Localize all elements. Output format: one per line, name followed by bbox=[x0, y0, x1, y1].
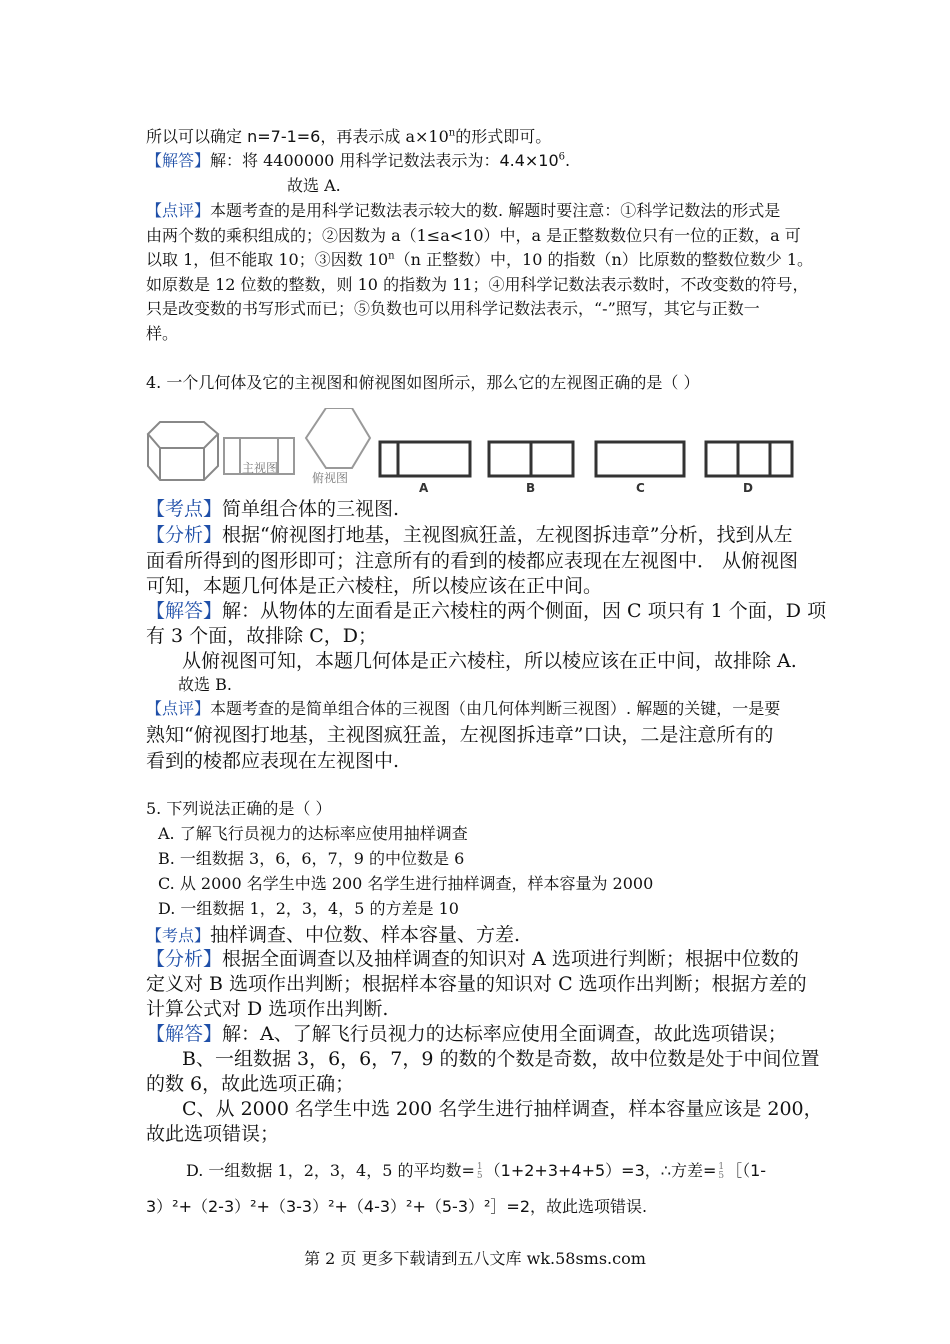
q4-jieda-1: 【解答】解：从物体的左面看是正六棱柱的两个侧面，因 C 项只有 1 个面，D 项 bbox=[146, 600, 827, 622]
solid-hexprism bbox=[148, 422, 218, 480]
q4-review-3: 看到的棱都应表现在左视图中. bbox=[146, 750, 400, 772]
q5-jieda-3: 的数 6，故此选项正确； bbox=[146, 1073, 355, 1095]
page-footer: 第 2 页 更多下载请到五八文库 wk.58sms.com bbox=[304, 1249, 646, 1268]
q4-review-2: 熟知“俯视图打地基，主视图疯狂盖，左视图拆违章”口诀，二是注意所有的 bbox=[146, 724, 774, 746]
prev-review-2: 由两个数的乘积组成的；②因数为 a（1≤a<10）中，a 是正整数数位只有一位的正数，a 可 bbox=[146, 226, 801, 245]
q4-figure bbox=[146, 408, 796, 494]
q5-question: 5. 下列说法正确的是（ ） bbox=[146, 799, 332, 818]
q4-fenxi-1: 【分析】根据“俯视图打地基，主视图疯狂盖，左视图拆违章”分析，找到从左 bbox=[146, 524, 793, 546]
q5-option-a: A. 了解飞行员视力的达标率应使用抽样调查 bbox=[158, 824, 468, 843]
prev-line-1: 所以可以确定 n=7-1=6，再表示成 $a\times 10^n$的形式即可。 bbox=[146, 127, 552, 146]
fraction-one-fifth: 1 5 bbox=[476, 1161, 483, 1181]
prev-review-6: 样。 bbox=[146, 324, 179, 343]
q5-kaodian: 【考点】抽样调查、中位数、样本容量、方差. bbox=[146, 924, 521, 946]
option-a-shape bbox=[380, 442, 470, 476]
prev-review-1: 【点评】本题考查的是用科学记数法表示较大的数. 解题时要注意：①科学记数法的形式是 bbox=[146, 201, 781, 220]
option-c-label: C bbox=[636, 481, 645, 494]
q5-jieda-2: B、一组数据 3，6，6，7，9 的数的个数是奇数，故中位数是处于中间位置 bbox=[182, 1048, 820, 1070]
q4-review-1: 【点评】本题考查的是简单组合体的三视图（由几何体判断三视图）. 解题的关键，一是要 bbox=[146, 699, 781, 718]
prev-review-4: 如原数是 12 位数的整数，则 10 的指数为 11；④用科学记数法表示数时，不改变数的符号， bbox=[146, 275, 809, 294]
front-view-label: 主视图 bbox=[242, 461, 279, 475]
q5-option-d: D. 一组数据 1，2，3，4，5 的方差是 10 bbox=[158, 899, 459, 918]
q4-fenxi-2: 面看所得到的图形即可；注意所有的看到的棱都应表现在左视图中． 从俯视图 bbox=[146, 550, 799, 572]
q5-jieda-5: 故此选项错误； bbox=[146, 1123, 280, 1145]
option-d-label: D bbox=[743, 481, 753, 494]
prev-choose: 故选 A. bbox=[287, 176, 341, 195]
top-view bbox=[306, 408, 370, 468]
q5-fenxi-1: 【分析】根据全面调查以及抽样调查的知识对 A 选项进行判断；根据中位数的 bbox=[146, 948, 799, 970]
prev-answer: 【解答】解：将 4400000 用科学记数法表示为：$4.4\times 10^6$. bbox=[146, 151, 571, 170]
option-b-label: B bbox=[526, 481, 536, 494]
q5-fenxi-2: 定义对 B 选项作出判断；根据样本容量的知识对 C 选项作出判断；根据方差的 bbox=[146, 973, 807, 995]
q5-jieda-4: C、从 2000 名学生中选 200 名学生进行抽样调查，样本容量应该是 200， bbox=[182, 1098, 823, 1120]
prev-review-5: 只是改变数的书写形式而已；⑤负数也可以用科学记数法表示，“-”照写，其它与正数一 bbox=[146, 299, 760, 318]
option-d-shape bbox=[706, 442, 792, 476]
fraction-one-fifth-2: 1 5 bbox=[718, 1161, 725, 1181]
q4-kaodian: 【考点】简单组合体的三视图. bbox=[146, 498, 400, 520]
q4-jieda-2: 有 3 个面，故排除 C，D； bbox=[146, 625, 377, 647]
q5-d-line-1: D. 一组数据 1，2，3，4，5 的平均数= 1 5 （1+2+3+4+5）=3，∴方差= 1 5 ［（1- bbox=[186, 1161, 767, 1181]
top-view-label: 俯视图 bbox=[312, 471, 349, 485]
q4-fenxi-3: 可知，本题几何体是正六棱柱，所以棱应该在正中间。 bbox=[146, 575, 603, 597]
q5-option-b: B. 一组数据 3，6，6，7，9 的中位数是 6 bbox=[158, 849, 465, 868]
q5-jieda-1: 【解答】解：A、了解飞行员视力的达标率应使用全面调查，故此选项错误； bbox=[146, 1023, 787, 1045]
q4-jieda-3: 从俯视图可知，本题几何体是正六棱柱，所以棱应该在正中间，故排除 A. bbox=[182, 650, 797, 672]
option-c-shape bbox=[596, 442, 684, 476]
q5-option-c: C. 从 2000 名学生中选 200 名学生进行抽样调查，样本容量为 2000 bbox=[158, 874, 654, 893]
prev-review-3: 以取 1，但不能取 10；③因数 10$^n$（n 正整数）中，10 的指数（n）比原数的整数位数少 1。 bbox=[146, 250, 814, 269]
q5-d-line-2: 3）²+（2-3）²+（3-3）²+（4-3）²+（5-3）²］=2，故此选项错误. bbox=[146, 1197, 648, 1216]
q4-question: 4. 一个几何体及它的主视图和俯视图如图所示，那么它的左视图正确的是（ ） bbox=[146, 373, 700, 392]
q4-choose: 故选 B. bbox=[178, 675, 232, 694]
q5-fenxi-3: 计算公式对 D 选项作出判断. bbox=[146, 998, 389, 1020]
option-a-label: A bbox=[419, 481, 429, 494]
